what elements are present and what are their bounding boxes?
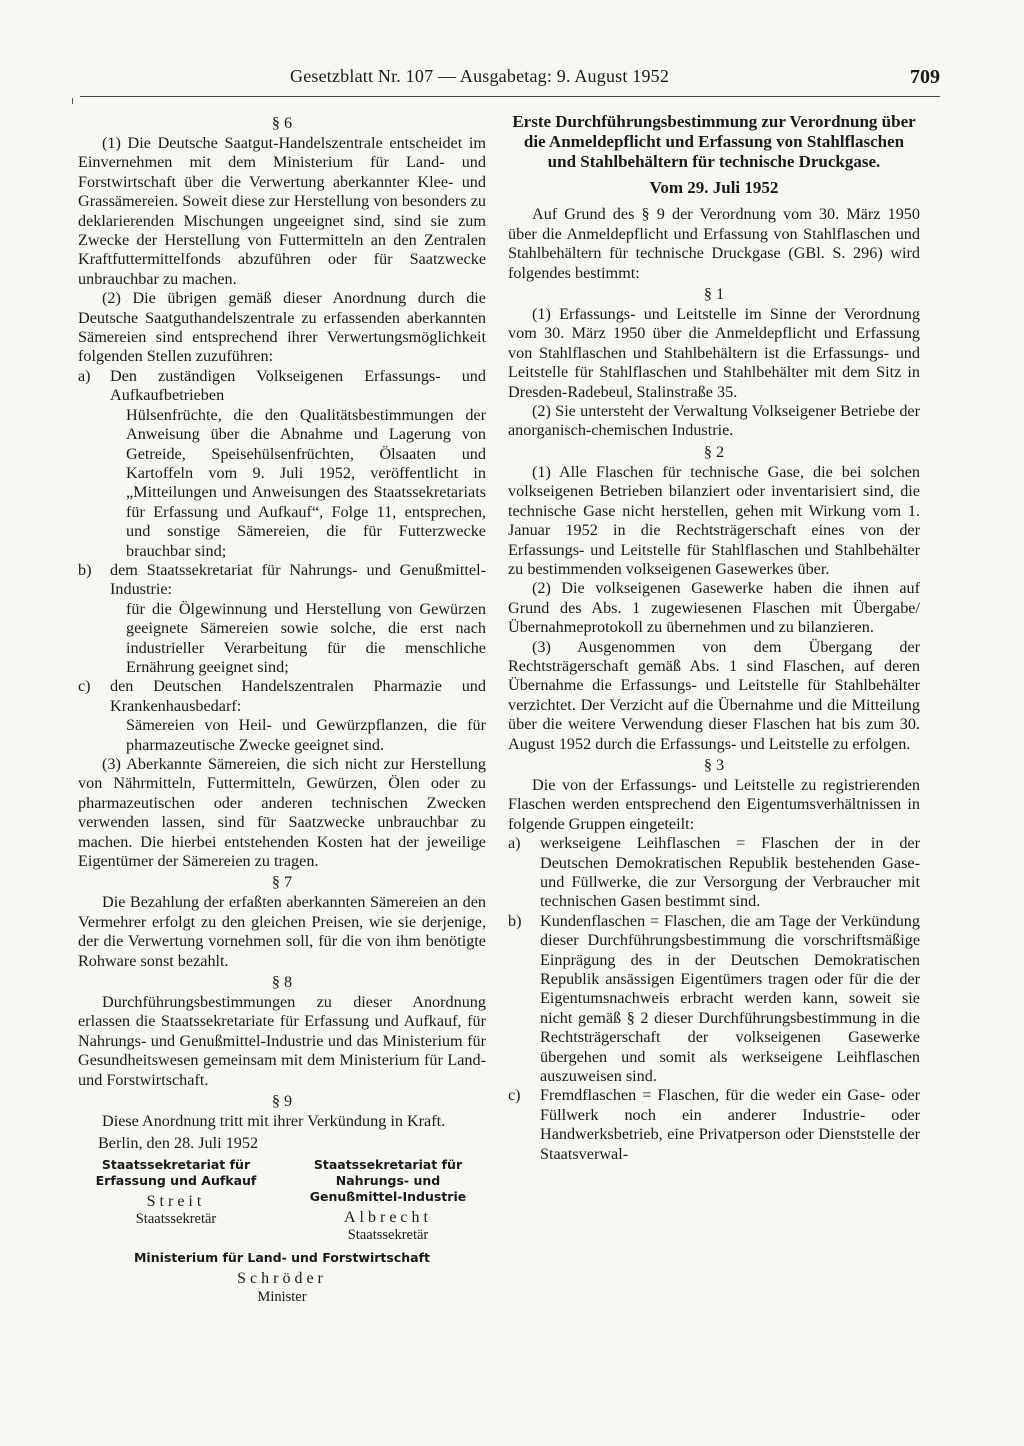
signature-organization: Staatssekretariat für Nahrungs- und Genußmittel-Industrie	[309, 1156, 467, 1204]
page-number: 709	[910, 66, 940, 88]
section-2-paragraph-2: (2) Die volkseigenen Gasewerke haben die ihnen auf Grund des Abs. 1 zugewiesenen Flaschen mit Übergabe/Übernahmeprotokoll zu übernehmen und zu bilanzieren.	[508, 579, 920, 637]
signature-name: Schröder	[237, 1270, 327, 1288]
list-item-detail: für die Ölgewinnung und Herstellung von Gewürzen geeignete Sämereien sowie solche, die erst nach industrieller Verarbeitung für die menschliche Ernährung geeignet sind;	[126, 599, 486, 676]
list-item	[78, 677, 486, 716]
list-item	[508, 912, 920, 1087]
place-date: Berlin, den 28. Juli 1952	[98, 1133, 259, 1152]
section-3-heading: § 3	[703, 755, 725, 774]
section-1-paragraph-2: (2) Sie untersteht der Verwaltung Volkseigener Betriebe der anorganisch-chemischen Industrie.	[508, 402, 920, 440]
signature-block	[290, 1157, 486, 1244]
list-item-label: c)	[78, 677, 91, 696]
section-8-heading: § 8	[271, 973, 293, 992]
signature-name: Streit	[146, 1192, 206, 1210]
list-item-text: werkseigene Leihflaschen = Flaschen der in der Deutschen Demokratischen Republik bestehenden Gase- und Füllwerke, die zur Versorgung der Verbraucher mit technischen Gasen bestimmt sind.	[540, 834, 920, 911]
list-item-detail: Sämereien von Heil- und Gewürzpflanzen, die für pharmazeutische Zwecke geeignet sind.	[126, 716, 486, 754]
list-item-label: b)	[78, 560, 92, 579]
list-item-label: b)	[508, 911, 522, 930]
signature-title: Staatssekretär	[347, 1227, 429, 1244]
list-item-label: a)	[508, 834, 521, 853]
list-item	[508, 834, 920, 912]
intro-paragraph: Auf Grund des § 9 der Verordnung vom 30. März 1950 über die Anmeldepflicht und Erfassung von Stahlflaschen und Stahlbehältern für technische Druckgase (GBl. S. 296) wird folgendes bestimmt:	[508, 205, 920, 282]
right-column	[508, 112, 920, 1164]
section-1-paragraph-1: (1) Erfassungs- und Leitstelle im Sinne der Verordnung vom 30. März 1950 über die Anmeldepflicht und Erfassung von Stahlflaschen und Stahlbehältern ist die Erfassungs- und Leitstelle für Stahlflaschen und Stahlbehälter mit dem Sitz in Dresden-Radebeul, Stalinstraße 35.	[508, 305, 920, 401]
list-item-text: den Deutschen Handelszentralen Pharmazie und Krankenhausbedarf:	[110, 677, 486, 715]
header-title: Gesetzblatt Nr. 107 — Ausgabetag: 9. August 1952	[290, 66, 670, 86]
section-2-paragraph-1: (1) Alle Flaschen für technische Gase, die bei solchen volkseigenen Betrieben bilanziert oder inventarisiert sind, die technische Gase nicht herstellen, gehen mit Wirkung vom 1. Januar 1952 in die Rechtsträgerschaft eines von der Erfassungs- und Leitstelle für Stahlflaschen und Stahlbehälter zu bestimmenden volkseigenen Gasewerkes über.	[508, 462, 920, 578]
section-6-paragraph-2: (2) Die übrigen gemäß dieser Anordnung durch die Deutsche Saatguthandelszentrale zu erfassenden aberkannten Sämereien sind entsprechend ihrer Verwertungsmöglichkeit folgenden Stellen zuzuführen:	[78, 289, 486, 366]
list-item-detail: Hülsenfrüchte, die den Qualitätsbestimmungen der Anweisung über die Abnahme und Lagerung von Getreide, Speisehülsenfrüchten, Ölsaaten und Kartoffeln vom 9. Juli 1952, veröffentlicht in „Mitteilungen und Anweisungen des Staatssekretariats für Erfassung und Aufkauf“, Folge 11, entsprechen, und sonstige Sämereien, die für Futterzwecke brauchbar sind;	[126, 405, 486, 560]
list-item	[78, 561, 486, 600]
margin-mark	[72, 98, 73, 104]
signature-organization: Ministerium für Land- und Forstwirtschaft	[133, 1250, 431, 1266]
section-7-heading: § 7	[271, 873, 293, 892]
section-8-text: Durchführungsbestimmungen zu dieser Anordnung erlassen die Staatssekretariate für Erfassung und Aufkauf, für Nahrungs- und Genußmittel-Industrie und das Ministerium für Gesundheitswesen gemeinsam mit dem Ministerium für Land- und Forstwirtschaft.	[78, 993, 486, 1089]
list-item	[78, 367, 486, 406]
signature-block	[78, 1157, 274, 1244]
left-column	[78, 112, 486, 1306]
signature-title: Minister	[257, 1288, 307, 1305]
signature-row	[78, 1157, 486, 1244]
list-item-text: dem Staatssekretariat für Nahrungs- und Genußmittel-Industrie:	[110, 560, 486, 599]
page-header	[80, 66, 940, 97]
section-7-text: Die Bezahlung der erfaßten aberkannten Sämereien an den Vermehrer erfolgt zu den gleichen Preisen, wie sie derjenige, der die Verwertung vornehmen soll, für die von ihm benötigte Rohware sonst bezahlt.	[78, 893, 486, 970]
section-9-heading: § 9	[271, 1092, 293, 1111]
section-6-heading: § 6	[271, 114, 293, 132]
signature-block	[78, 1250, 486, 1305]
document-heading: Erste Durchführungsbestimmung zur Verordnung über die Anmeldepflicht und Erfassung von Stahlflaschen und Stahlbehältern für technische Druckgase.	[512, 112, 916, 171]
section-9-text: Diese Anordnung tritt mit ihrer Verkündung in Kraft.	[102, 1112, 446, 1131]
section-1-heading: § 1	[703, 285, 725, 304]
signature-name: Albrecht	[344, 1208, 432, 1226]
list-item	[508, 1086, 920, 1164]
section-6-paragraph-3: (3) Aberkannte Sämereien, die sich nicht zur Herstellung von Nährmitteln, Futtermitteln, Gewürzen, Ölen oder zu pharmazeutischen oder anderen technischen Zwecken verwenden lassen, sind für Saatzwecke unbrauchbar zu machen. Die hierbei entstehenden Kosten hat der jeweilige Eigentümer der Sämereien zu tragen.	[78, 755, 486, 871]
section-3-intro: Die von der Erfassungs- und Leitstelle zu registrierenden Flaschen werden entsprechend den Eigentumsverhältnissen in folgende Gruppen eingeteilt:	[508, 775, 920, 833]
signature-title: Staatssekretär	[135, 1211, 217, 1228]
list-item-label: c)	[508, 1086, 521, 1105]
signature-organization: Staatssekretariat für Erfassung und Aufkauf	[95, 1156, 257, 1188]
section-2-heading: § 2	[703, 442, 725, 461]
document-date: Vom 29. Juli 1952	[649, 178, 779, 197]
list-item-text: Kundenflaschen = Flaschen, die am Tage der Verkündung dieser Durchführungsbestimmung die vorschriftsmäßige Einprägung des in der Deutschen Demokratischen Republik ansässigen Eigentümers tragen oder für die der Eigentumsnachweis erbracht werden kann, soweit sie nicht gemäß § 2 dieser Durchführungsbestimmung in die Rechtsträgerschaft der volkseigenen Gasewerke übergehen und somit als werkseigene Leihflaschen auszuweisen sind.	[540, 911, 920, 1086]
list-item-label: a)	[78, 366, 91, 385]
section-6-paragraph-1: (1) Die Deutsche Saatgut-Handelszentrale entscheidet im Einvernehmen mit dem Ministerium für Land- und Forstwirtschaft über die Verwertung aberkannter Klee- und Grassämereien. Soweit diese zur Herstellung von besonders zu deklarierenden Mischungen ungeeignet sind, sind sie zum Zwecke der Herstellung von Futtermitteln an den Zentralen Kraftfuttermittelfonds abzuführen oder für Saatzwecke unbrauchbar zu machen.	[78, 134, 486, 288]
list-item-text: Den zuständigen Volkseigenen Erfassungs- und Aufkaufbetrieben	[110, 366, 486, 405]
section-2-paragraph-3: (3) Ausgenommen von dem Übergang der Rechtsträgerschaft gemäß Abs. 1 sind Flaschen, auf deren Übernahme die Erfassungs- und Leitstelle für Stahlbehälter verzichtet. Der Verzicht auf die Übernahme und die Mitteilung über die weitere Verwendung dieser Flaschen hat bis zum 30. August 1952 durch die Erfassungs- und Leitstelle zu erfolgen.	[508, 637, 920, 753]
list-item-text: Fremdflaschen = Flaschen, für die weder ein Gase- oder Füllwerk noch ein anderer Industrie- oder Handwerksbetrieb, eine Privatperson oder Dienststelle der Staatsverwal-	[540, 1086, 920, 1163]
